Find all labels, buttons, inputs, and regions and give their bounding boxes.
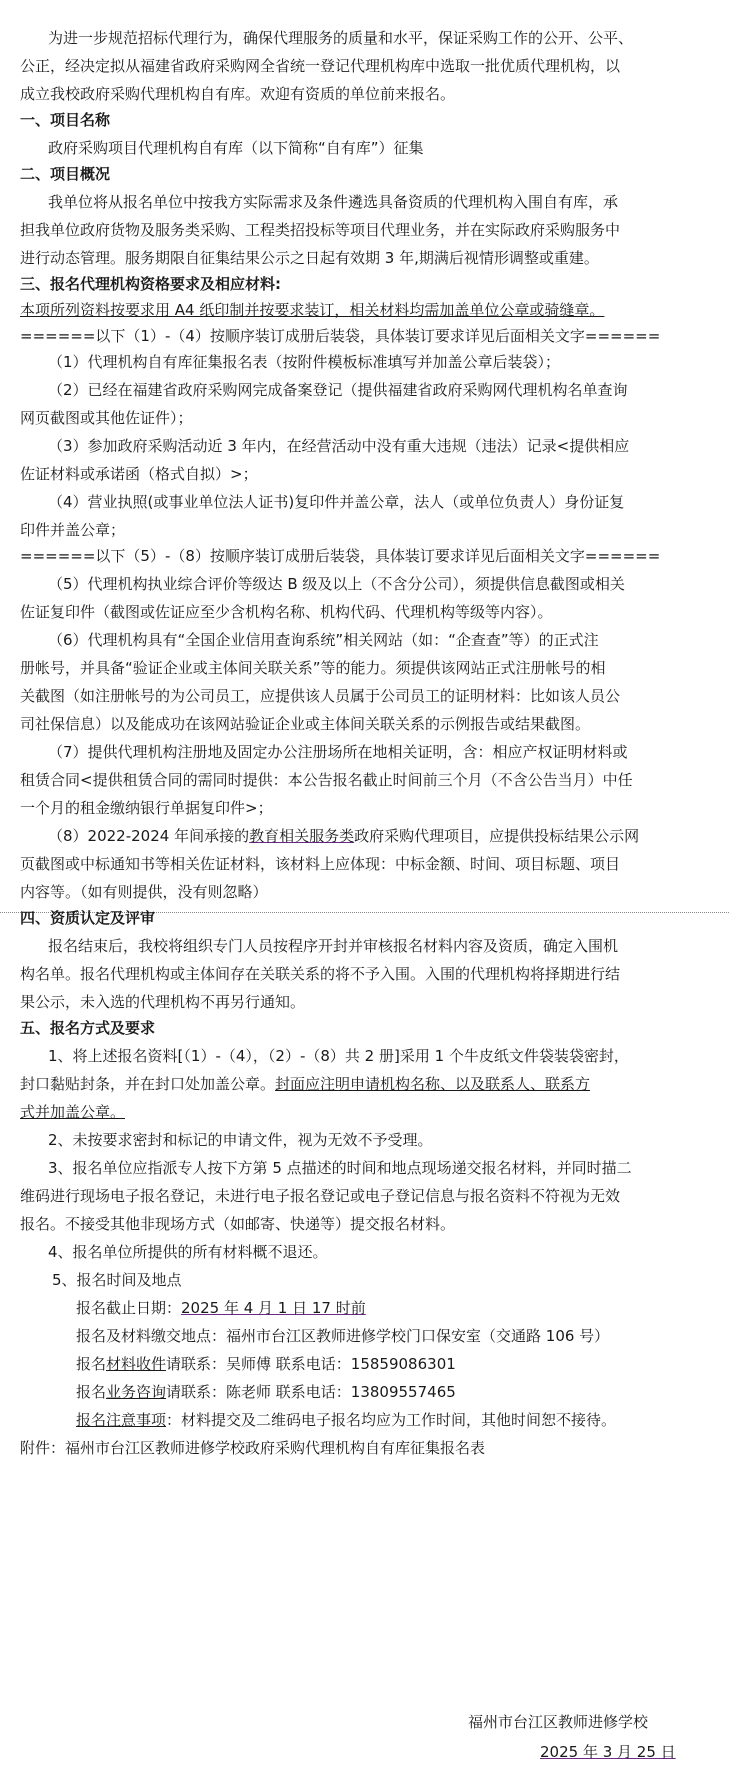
rule-4: 4、报名单位所提供的所有材料概不退还。	[48, 1243, 328, 1261]
requirement-8-prefix: （8）2022-2024 年间承接的	[48, 827, 250, 845]
requirement-4-line-2: 印件并盖公章；	[20, 521, 126, 539]
group-2-divider-text: ======以下（5）-（8）按顺序装订成册后装袋，具体装订要求详见后面相关文字======	[20, 547, 661, 565]
rule-3-line-2: 维码进行现场电子报名登记，未进行电子报名登记或电子登记信息与报名资料不符视为无效	[20, 1187, 621, 1205]
section-4-line-1: 报名结束后，我校将组织专门人员按程序开封并审核报名材料内容及资质，确定入围机	[48, 937, 619, 955]
submission-address: 报名及材料缴交地点：福州市台江区教师进修学校门口保安室（交通路 106 号）	[76, 1327, 610, 1345]
section-1-heading: 一、项目名称	[20, 111, 111, 129]
rule-2: 2、未按要求密封和标记的申请文件，视为无效不予受理。	[48, 1131, 433, 1149]
deadline-label: 报名截止日期：	[76, 1299, 182, 1317]
requirement-7-line-1: （7）提供代理机构注册地及固定办公注册场所在地相关证明，含：相应产权证明材料或	[48, 743, 628, 761]
section-1-text: 政府采购项目代理机构自有库（以下简称“自有库”）征集	[48, 139, 424, 157]
rule-1-cover-note: 封面应注明申请机构名称、以及联系人、联系方	[275, 1075, 591, 1093]
requirement-6-line-2: 册帐号，并具备“验证企业或主体间关联关系”等的能力。须提供该网站正式注册帐号的相	[20, 659, 606, 677]
requirement-4-line-1: （4）营业执照(或事业单位法人证书)复印件并盖公章，法人（或单位负责人）身份证复	[48, 493, 625, 511]
rule-1-seal-text: 封口黏贴封条，并在封口处加盖公章。	[20, 1075, 276, 1093]
notice-label: 报名注意事项	[76, 1411, 167, 1429]
notice-text: ：材料提交及二维码电子报名均应为工作时间，其他时间恕不接待。	[166, 1411, 617, 1429]
notice-line	[76, 1410, 616, 1430]
requirement-8-line-3: 内容等。（如有则提供，没有则忽略）	[20, 883, 268, 901]
section-4-line-3: 果公示，未入选的代理机构不再另行通知。	[20, 993, 306, 1011]
requirement-5-line-1: （5）代理机构执业综合评价等级达 B 级及以上（不含分公司），须提供信息截图或相关	[48, 575, 625, 593]
section-2-line-3: 进行动态管理。服务期限自征集结果公示之日起有效期 3 年,期满后视情形调整或重建。	[20, 249, 599, 267]
requirement-8-highlight: 教育相关服务类	[249, 827, 355, 845]
contact-consulting-prefix: 报名	[76, 1383, 107, 1401]
contact-materials-type: 材料收件	[106, 1355, 167, 1373]
section-2-line-1: 我单位将从报名单位中按我方实际需求及条件遴选具备资质的代理机构入围自有库，承	[48, 193, 619, 211]
signature-date: 2025 年 3 月 25 日	[540, 1743, 676, 1761]
group-1-divider-text: ======以下（1）-（4）按顺序装订成册后装袋，具体装订要求详见后面相关文字======	[20, 327, 661, 345]
contact-consulting-type: 业务咨询	[106, 1383, 167, 1401]
requirement-8-line-2: 页截图或中标通知书等相关佐证材料，该材料上应体现：中标金额、时间、项目标题、项目	[20, 855, 621, 873]
contact-consulting-detail: 请联系：陈老师 联系电话：13809557465	[166, 1383, 456, 1401]
requirement-6-line-4: 司社保信息）以及能成功在该网站验证企业或主体间关联关系的示例报告或结果截图。	[20, 715, 591, 733]
requirement-3-line-2: 佐证材料或承诺函（格式自拟）>；	[20, 465, 258, 483]
section-2-heading: 二、项目概况	[20, 165, 111, 183]
section-3-heading: 三、报名代理机构资格要求及相应材料:	[20, 275, 282, 293]
requirement-7-line-2: 租赁合同<提供租赁合同的需同时提供：本公告报名截止时间前三个月（不含公告当月）中任	[20, 771, 633, 789]
rule-3-line-1: 3、报名单位应指派专人按下方第 5 点描述的时间和地点现场递交报名材料，并同时描二	[48, 1159, 632, 1177]
intro-line-1: 为进一步规范招标代理行为，确保代理服务的质量和水平，保证采购工作的公开、公平、	[48, 29, 634, 47]
contact-materials	[76, 1354, 456, 1374]
rule-5-heading: 5、报名时间及地点	[52, 1271, 182, 1289]
attachment-line: 附件：福州市台江区教师进修学校政府采购代理机构自有库征集报名表	[20, 1439, 486, 1457]
section-2-line-2: 担我单位政府货物及服务类采购、工程类招投标等项目代理业务，并在实际政府采购服务中	[20, 221, 621, 239]
requirement-1: （1）代理机构自有库征集报名表（按附件模板标准填写并加盖公章后装袋）；	[48, 353, 561, 371]
section-4-line-2: 构名单。报名代理机构或主体间存在关联关系的将不予入围。入围的代理机构将择期进行结	[20, 965, 621, 983]
requirement-2-line-1: （2）已经在福建省政府采购网完成备案登记（提供福建省政府采购网代理机构名单查询	[48, 381, 628, 399]
requirement-7-line-3: 一个月的租金缴纳银行单据复印件>；	[20, 799, 273, 817]
contact-materials-detail: 请联系：吴师傅 联系电话：15859086301	[166, 1355, 456, 1373]
section-3-binding-note: 本项所列资料按要求用 A4 纸印制并按要求装订，相关材料均需加盖单位公章或骑缝章。	[20, 301, 605, 319]
requirement-5-line-2: 佐证复印件（截图或佐证应至少含机构名称、机构代码、代理机构等级等内容）。	[20, 603, 553, 621]
contact-consulting	[76, 1382, 456, 1402]
section-4-heading: 四、资质认定及评审	[20, 909, 156, 927]
rule-1-line-3: 式并加盖公章。	[20, 1103, 126, 1121]
rule-3-line-3: 报名。不接受其他非现场方式（如邮寄、快递等）提交报名材料。	[20, 1215, 456, 1233]
deadline-line	[76, 1298, 366, 1318]
intro-line-2: 公正，经决定拟从福建省政府采购网全省统一登记代理机构库中选取一批优质代理机构，以	[20, 57, 621, 75]
intro-line-3: 成立我校政府采购代理机构自有库。欢迎有资质的单位前来报名。	[20, 85, 456, 103]
deadline-value: 2025 年 4 月 1 日 17 时前	[181, 1299, 366, 1317]
contact-materials-prefix: 报名	[76, 1355, 107, 1373]
section-5-heading: 五、报名方式及要求	[20, 1019, 156, 1037]
requirement-2-line-2: 网页截图或其他佐证件）；	[20, 409, 193, 427]
requirement-6-line-1: （6）代理机构具有“全国企业信用查询系统”相关网站（如：“企查查”等）的正式注	[48, 631, 599, 649]
signature-org: 福州市台江区教师进修学校	[468, 1713, 649, 1731]
requirement-8-suffix: 政府采购代理项目，应提供投标结果公示网	[354, 827, 640, 845]
rule-1-line-1: 1、将上述报名资料[（1）-（4），（2）-（8）共 2 册]采用 1 个牛皮纸文件袋装袋密封，	[48, 1047, 629, 1065]
requirement-3-line-1: （3）参加政府采购活动近 3 年内，在经营活动中没有重大违规（违法）记录<提供相应	[48, 437, 630, 455]
rule-1-line-2	[20, 1074, 590, 1094]
requirement-6-line-3: 关截图（如注册帐号的为公司员工，应提供该人员属于公司员工的证明材料：比如该人员公	[20, 687, 621, 705]
requirement-8-line-1	[48, 826, 639, 846]
